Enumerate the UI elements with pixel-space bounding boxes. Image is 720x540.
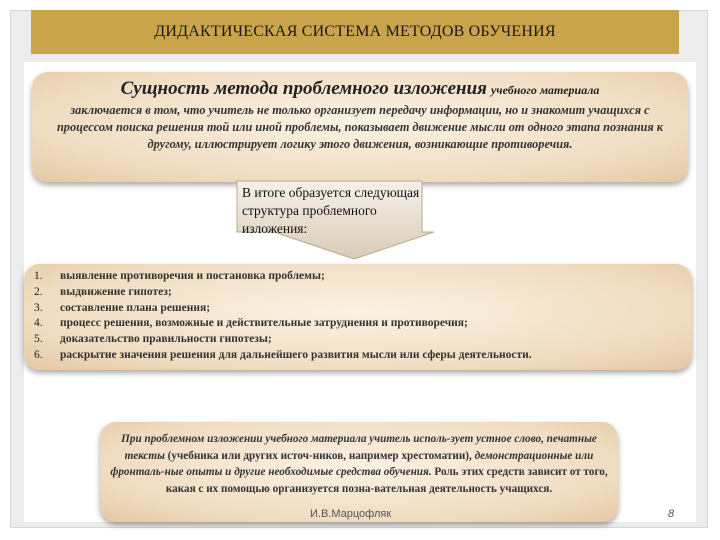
list-item-text: выявление противоречия и постановка проблемы; (60, 270, 325, 282)
structure-intro: В итоге образуется следующая структура проблемного изложения: (242, 185, 420, 236)
note-part-2: (учебника или других источ-ников, например хрестоматии), (164, 449, 475, 462)
note-card (100, 422, 618, 522)
list-item-number: 5. (34, 333, 43, 346)
note-part-4: Роль этих средств зависит от того, какая с их помощью организуется позна-вательная деятельность учащихся. (165, 466, 608, 495)
list-item-number: 6. (34, 348, 43, 361)
structure-list (34, 269, 532, 364)
list-item-number: 2. (34, 285, 43, 298)
essence-card (32, 72, 688, 182)
structure-list-item (34, 285, 532, 301)
structure-list-item (34, 348, 532, 364)
author-name: И.В.Марцофляк (310, 508, 392, 520)
list-item-text: раскрытие значения решения для дальнейшего развития мысли или сферы деятельности. (60, 348, 532, 361)
page-title: ДИДАКТИЧЕСКАЯ СИСТЕМА МЕТОДОВ ОБУЧЕНИЯ (154, 23, 556, 40)
essence-heading-tail: учебного материала (490, 83, 600, 97)
note-part-3: демонстрационные или фронталь-ные опыты и другие необходимые средства обучения. (110, 449, 594, 478)
structure-list-item (34, 332, 532, 348)
list-item-text: процесс решения, возможные и действительные затруднения и противоречия; (60, 317, 468, 330)
structure-card (24, 264, 692, 370)
note-text (110, 431, 608, 497)
list-item-text: доказательство правильности гипотезы; (60, 333, 272, 346)
essence-body: заключается в том, что учитель не только организует передачу информации, но и знакомит учащихся с процессом поиска решения той или иной проблемы, показывает движение мысли от одного этапа познания к другому, иллюстрирует логику этого движения, возникающие противоречия. (56, 103, 664, 151)
list-item-number: 4. (34, 317, 43, 330)
essence-heading-main: Сущность метода проблемного изложения (120, 78, 487, 99)
list-item-text: составление плана решения; (60, 301, 211, 314)
list-item-text: выдвижение гипотез; (60, 285, 172, 298)
structure-list-item (34, 316, 532, 332)
note-part-1: При проблемном изложении учебного материала учитель исполь-зует устное слово, печатные тексты (121, 433, 597, 462)
list-item-number: 3. (34, 301, 43, 314)
page-number: 8 (668, 508, 675, 520)
title-bar (31, 10, 679, 54)
essence-heading (32, 78, 688, 100)
structure-list-item (34, 269, 532, 285)
structure-list-item (34, 301, 532, 317)
list-item-number: 1. (34, 270, 43, 282)
